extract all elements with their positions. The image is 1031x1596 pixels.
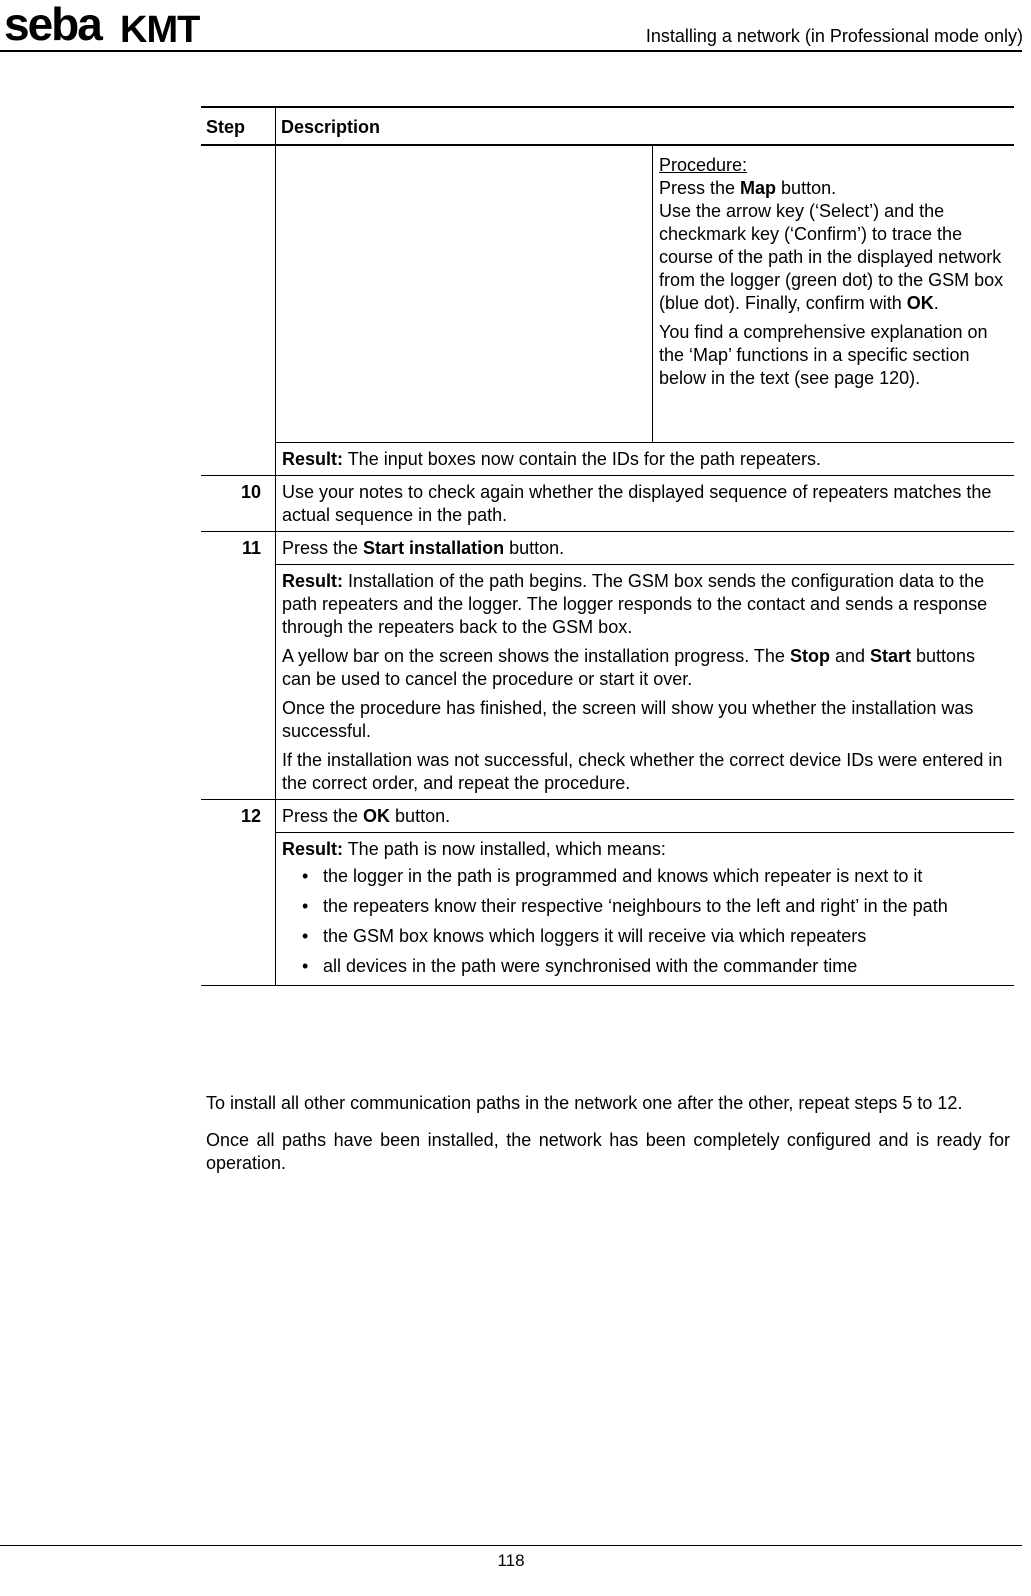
finished-paragraph: Once the procedure has finished, the screen will show you whether the installation was successful. — [282, 698, 974, 741]
result-label: Result: — [282, 449, 344, 469]
press-map-line — [659, 177, 1008, 200]
text-fragment: button. — [776, 178, 837, 198]
text-fragment: A yellow bar on the screen shows the installation progress. The — [282, 646, 790, 666]
stop-keyword: Stop — [789, 646, 830, 666]
result-label: Result: — [282, 571, 344, 591]
not-successful-paragraph: If the installation was not successful, check whether the correct device IDs were entered in the correct order, and repeat the procedure. — [282, 750, 1003, 793]
arrow-key-instructions — [659, 200, 1008, 315]
text-fragment: button. — [504, 538, 565, 558]
map-explanation: You find a comprehensive explanation on the ‘Map’ functions in a specific section below in the text (see page 120). — [659, 322, 988, 388]
step-description — [276, 532, 1015, 565]
result-paragraph — [282, 570, 1009, 639]
map-keyword: Map — [740, 178, 777, 198]
result-text: Installation of the path begins. The GSM box sends the configuration data to the path repeaters and the logger. The logger responds to the contact and sends a response through the repeaters back to the GSM box. — [282, 571, 988, 637]
closing-text — [206, 1092, 1010, 1189]
text-fragment: and — [829, 646, 870, 666]
table-row — [201, 532, 1014, 565]
result-bullet-list — [282, 865, 1009, 978]
list-item: • the logger in the path is programmed and knows which repeater is next to it — [302, 865, 1009, 888]
result-line — [282, 838, 1009, 861]
table-row — [201, 800, 1014, 833]
page-number: 118 — [497, 1551, 525, 1570]
step-number: 10 — [201, 476, 276, 532]
step-number: 12 — [201, 800, 276, 986]
svg-text:seba: seba — [4, 2, 101, 46]
result-cell — [276, 565, 1015, 800]
screen-image-placeholder — [276, 146, 653, 442]
text-fragment: . — [933, 293, 939, 313]
sebakmt-logo — [4, 2, 224, 46]
result-cell — [276, 833, 1015, 986]
result-label: Result: — [282, 839, 344, 859]
steps-table — [201, 106, 1014, 986]
start-installation-keyword: Start installation — [363, 538, 505, 558]
text-fragment: buttons can be used to cancel the procedure or start it over. — [282, 646, 976, 689]
result-text: The path is now installed, which means: — [343, 839, 666, 859]
result-text: The input boxes now contain the IDs for the path repeaters. — [343, 449, 821, 469]
step-number-empty — [201, 145, 276, 476]
step-number: 11 — [201, 532, 276, 800]
step-description — [276, 800, 1015, 833]
steps-table-container — [201, 106, 1014, 986]
header-rule — [0, 50, 1022, 52]
ok-keyword: OK — [906, 293, 934, 313]
table-row — [201, 833, 1014, 986]
procedure-text — [653, 146, 1015, 442]
text-fragment: Press the — [282, 538, 364, 558]
list-item: • all devices in the path were synchronised with the commander time — [302, 955, 1009, 978]
text-fragment: Press the — [659, 178, 741, 198]
list-item: • the repeaters know their respective ‘neighbours to the left and right’ in the path — [302, 895, 1009, 918]
page-header — [0, 0, 1031, 52]
table-row — [201, 565, 1014, 800]
table-header-row — [201, 107, 1014, 145]
ok-keyword: OK — [363, 806, 391, 826]
repeat-steps-paragraph: To install all other communication paths in the network one after the other, repeat steps 5 to 12. — [206, 1093, 963, 1113]
table-row — [201, 145, 1014, 443]
svg-text:KMT: KMT — [120, 9, 200, 46]
ready-paragraph: Once all paths have been installed, the network has been completely configured and is ready for operation. — [206, 1130, 1010, 1173]
result-cell — [276, 443, 1015, 476]
header-title: Installing a network (in Professional mode only) — [645, 26, 1023, 46]
text-fragment: Press the — [282, 806, 364, 826]
yellow-bar-paragraph — [282, 645, 1009, 691]
footer-rule — [0, 1545, 1022, 1546]
procedure-inner-table — [276, 146, 1014, 442]
column-header-description: Description — [281, 117, 381, 137]
table-row — [201, 443, 1014, 476]
text-fragment: button. — [390, 806, 451, 826]
procedure-label: Procedure: — [659, 155, 748, 175]
list-item: • the GSM box knows which loggers it will receive via which repeaters — [302, 925, 1009, 948]
start-keyword: Start — [870, 646, 912, 666]
table-row — [201, 476, 1014, 532]
column-header-step: Step — [201, 107, 276, 145]
step-description: Use your notes to check again whether the displayed sequence of repeaters matches the actual sequence in the path. — [276, 476, 1015, 532]
procedure-cell — [276, 145, 1015, 443]
text-fragment: Use the arrow key (‘Select’) and the checkmark key (‘Confirm’) to trace the course of the path in the displayed network from the logger (green dot) to the GSM box (blue dot). Finally, confirm with — [659, 201, 1004, 313]
